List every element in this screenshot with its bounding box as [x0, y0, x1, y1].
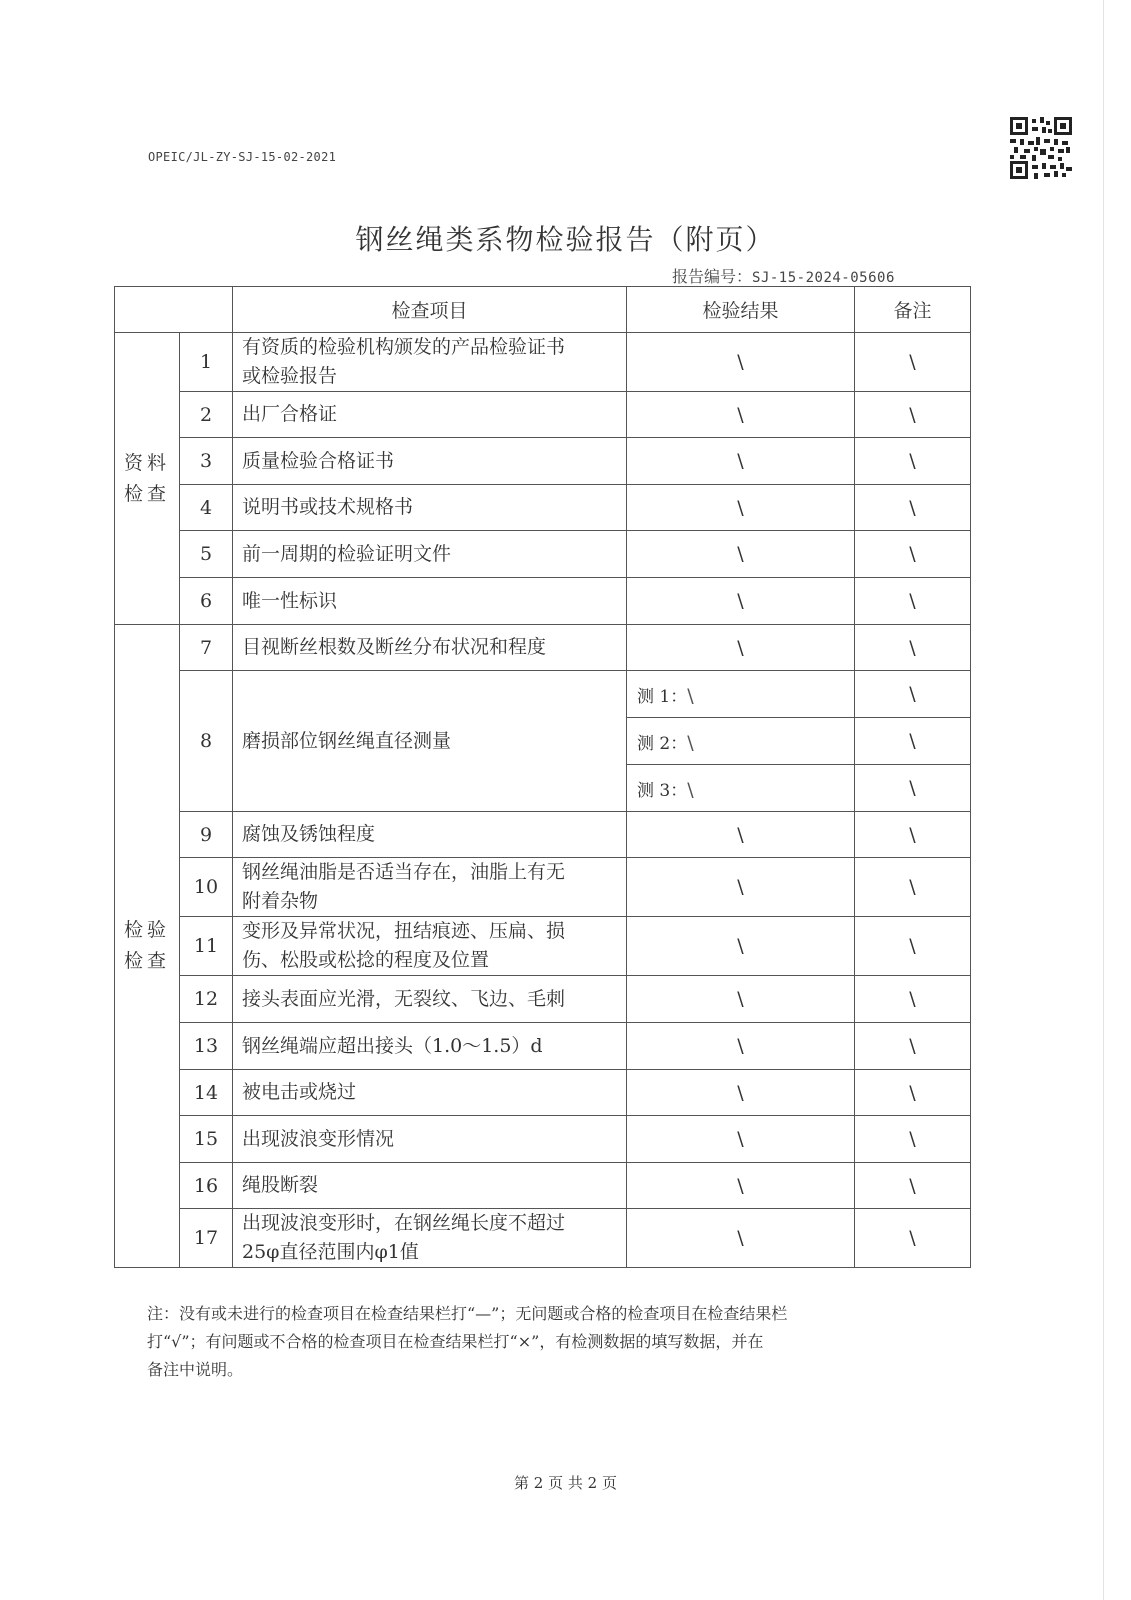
inspection-item — [233, 1209, 627, 1268]
item-number: 16 — [180, 1163, 233, 1209]
inspection-item-text: 变形及异常状况，扭结痕迹、压扁、损 — [242, 920, 566, 942]
result-cell: \ — [627, 485, 855, 531]
inspection-item-text: 伤、松股或松捻的程度及位置 — [242, 949, 490, 971]
remark-cell: \ — [855, 392, 971, 438]
measurement-cell — [627, 718, 855, 765]
item-number: 11 — [180, 917, 233, 976]
document-code: OPEIC/JL-ZY-SJ-15-02-2021 — [148, 150, 337, 164]
inspection-item — [233, 392, 627, 438]
page-title: 钢丝绳类系物检验报告（附页） — [355, 223, 776, 256]
header-blank-cell — [115, 287, 233, 333]
measurement-cell — [627, 671, 855, 718]
inspection-item — [233, 976, 627, 1023]
section-label — [115, 625, 180, 1268]
inspection-item-text: 出现波浪变形情况 — [242, 1127, 395, 1150]
result-cell: \ — [627, 976, 855, 1023]
result-cell: \ — [627, 625, 855, 671]
item-number: 13 — [180, 1023, 233, 1070]
result-cell: \ — [627, 333, 855, 392]
item-number: 14 — [180, 1070, 233, 1116]
report-number-value: SJ-15-2024-05606 — [752, 270, 895, 286]
inspection-item-text: 或检验报告 — [242, 365, 338, 387]
item-number: 12 — [180, 976, 233, 1023]
result-cell: \ — [627, 392, 855, 438]
measurement-value: \ — [687, 731, 694, 754]
result-cell: \ — [627, 812, 855, 858]
qr-code-icon — [1010, 117, 1072, 179]
result-cell: \ — [627, 1070, 855, 1116]
result-cell: \ — [627, 1116, 855, 1163]
result-cell: \ — [627, 578, 855, 625]
remark-cell: \ — [855, 1023, 971, 1070]
footnote-line: 注：没有或未进行的检查项目在检查结果栏打“—”；无问题或合格的检查项目在检查结果栏 — [147, 1304, 788, 1323]
section-label — [115, 333, 180, 625]
section-label-text: 检验 — [123, 919, 170, 941]
result-cell: \ — [627, 1163, 855, 1209]
remark-cell: \ — [855, 1163, 971, 1209]
item-number: 3 — [180, 438, 233, 485]
remark-cell: \ — [855, 333, 971, 392]
table-row — [115, 1209, 971, 1268]
table-row — [115, 1023, 971, 1070]
table-row — [115, 625, 971, 671]
item-number: 5 — [180, 531, 233, 578]
remark-cell: \ — [855, 625, 971, 671]
remark-cell: \ — [855, 1070, 971, 1116]
table-row — [115, 858, 971, 917]
header-item: 检查项目 — [233, 287, 627, 333]
inspection-item — [233, 625, 627, 671]
inspection-item — [233, 671, 627, 812]
inspection-item — [233, 812, 627, 858]
section-label-text: 检查 — [123, 482, 170, 505]
measurement-label: 测 3： — [637, 780, 688, 801]
remark-cell: \ — [855, 1116, 971, 1163]
table-row — [115, 1116, 971, 1163]
remark-cell: \ — [855, 917, 971, 976]
table-row — [115, 531, 971, 578]
table-row — [115, 578, 971, 625]
table-row — [115, 976, 971, 1023]
result-cell: \ — [627, 1209, 855, 1268]
table-row — [115, 392, 971, 438]
measurement-label: 测 1： — [637, 686, 688, 707]
table-row — [115, 1070, 971, 1116]
inspection-item-text: 钢丝绳端应超出接头（1.0～1.5）d — [242, 1034, 543, 1057]
inspection-item-text: 有资质的检验机构颁发的产品检验证书 — [242, 336, 566, 358]
remark-cell: \ — [855, 976, 971, 1023]
remark-cell: \ — [855, 531, 971, 578]
result-cell: \ — [627, 858, 855, 917]
inspection-item-text: 钢丝绳油脂是否适当存在，油脂上有无 — [242, 861, 566, 883]
table-row — [115, 1163, 971, 1209]
item-number: 10 — [180, 858, 233, 917]
table-row — [115, 333, 971, 392]
result-cell: \ — [627, 531, 855, 578]
item-number: 4 — [180, 485, 233, 531]
item-number: 1 — [180, 333, 233, 392]
inspection-item-text: 腐蚀及锈蚀程度 — [242, 823, 376, 845]
item-number: 17 — [180, 1209, 233, 1268]
inspection-item — [233, 1116, 627, 1163]
inspection-item-text: 质量检验合格证书 — [242, 449, 395, 472]
inspection-item — [233, 438, 627, 485]
inspection-item — [233, 333, 627, 392]
header-result: 检验结果 — [627, 287, 855, 333]
inspection-item-text: 出现波浪变形时，在钢丝绳长度不超过 — [242, 1212, 566, 1234]
result-cell: \ — [627, 917, 855, 976]
table-header-row — [115, 287, 971, 333]
footnote-line: 备注中说明。 — [147, 1360, 244, 1379]
item-number: 2 — [180, 392, 233, 438]
inspection-item — [233, 1023, 627, 1070]
item-number: 15 — [180, 1116, 233, 1163]
measurement-value: \ — [687, 684, 694, 707]
result-cell: \ — [627, 1023, 855, 1070]
inspection-item — [233, 578, 627, 625]
inspection-item — [233, 917, 627, 976]
inspection-item-text: 接头表面应光滑，无裂纹、飞边、毛刺 — [242, 987, 566, 1010]
inspection-item-text: 出厂合格证 — [242, 403, 338, 425]
inspection-item-text: 绳股断裂 — [242, 1174, 319, 1196]
inspection-item — [233, 1070, 627, 1116]
section-label-text: 资料 — [123, 451, 170, 474]
inspection-item — [233, 531, 627, 578]
inspection-item-text: 磨损部位钢丝绳直径测量 — [242, 729, 452, 752]
inspection-item-text: 说明书或技术规格书 — [242, 496, 414, 518]
remark-cell: \ — [855, 671, 971, 718]
remark-cell: \ — [855, 438, 971, 485]
remark-cell: \ — [855, 578, 971, 625]
inspection-item-text: 唯一性标识 — [242, 589, 338, 612]
result-cell: \ — [627, 438, 855, 485]
measurement-value: \ — [687, 778, 694, 801]
inspection-item — [233, 485, 627, 531]
item-number: 7 — [180, 625, 233, 671]
inspection-item-text: 被电击或烧过 — [242, 1081, 357, 1103]
inspection-item-text: 前一周期的检验证明文件 — [242, 542, 452, 565]
remark-cell: \ — [855, 718, 971, 765]
inspection-item-text: 附着杂物 — [242, 890, 319, 912]
page-number: 第 2 页 共 2 页 — [514, 1474, 617, 1492]
footnote-line: 打“√”；有问题或不合格的检查项目在检查结果栏打“×”，有检测数据的填写数据，并在 — [147, 1332, 764, 1351]
item-number: 9 — [180, 812, 233, 858]
table-row — [115, 438, 971, 485]
item-number: 8 — [180, 671, 233, 812]
measurement-cell — [627, 765, 855, 812]
table-row — [115, 917, 971, 976]
measurement-label: 测 2： — [637, 733, 688, 754]
inspection-item — [233, 858, 627, 917]
remark-cell: \ — [855, 765, 971, 812]
inspection-item — [233, 1163, 627, 1209]
inspection-item-text: 25φ直径范围内φ1值 — [242, 1241, 419, 1263]
inspection-table — [114, 286, 971, 1268]
table-row — [115, 812, 971, 858]
header-remark: 备注 — [855, 287, 971, 333]
remark-cell: \ — [855, 485, 971, 531]
remark-cell: \ — [855, 1209, 971, 1268]
report-number-label: 报告编号： — [672, 267, 753, 286]
table-row — [115, 485, 971, 531]
item-number: 6 — [180, 578, 233, 625]
remark-cell: \ — [855, 812, 971, 858]
remark-cell: \ — [855, 858, 971, 917]
report-number — [672, 264, 895, 287]
section-label-text: 检查 — [123, 950, 170, 972]
inspection-item-text: 目视断丝根数及断丝分布状况和程度 — [242, 636, 547, 658]
table-row — [115, 671, 971, 718]
footnote — [147, 1300, 947, 1384]
